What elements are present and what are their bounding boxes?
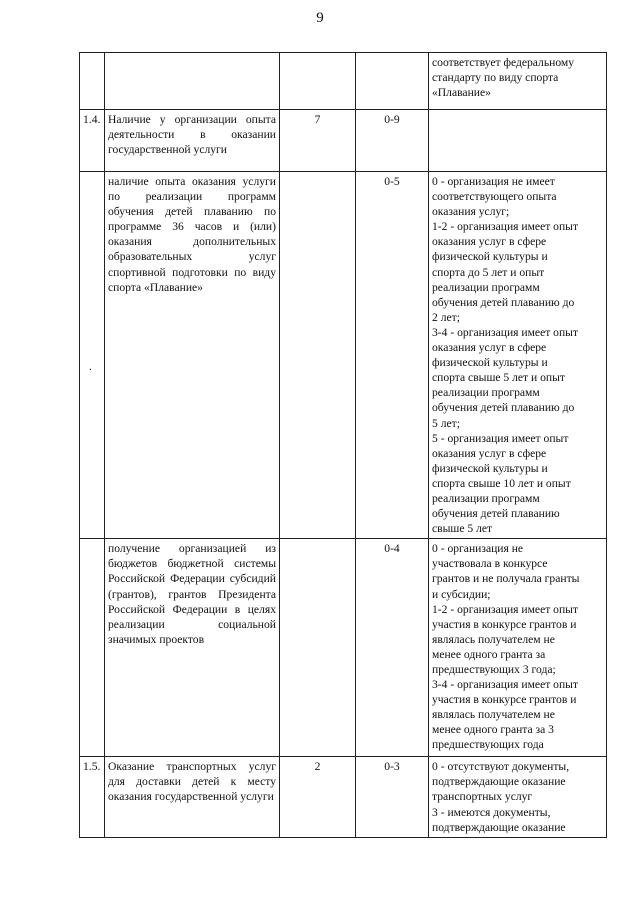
criteria-line: физической культуры и	[432, 461, 548, 475]
criterion-range	[356, 53, 429, 110]
criteria-line: обучения детей плаванию	[432, 507, 560, 521]
criterion-description	[429, 757, 607, 837]
page-number: 9	[316, 10, 324, 26]
table-row	[80, 110, 607, 172]
criteria-line: подтверждающие оказание	[432, 775, 566, 789]
criterion-name	[105, 53, 280, 110]
criteria-line: 1-2 - организация имеет опыт	[432, 602, 579, 616]
criterion-name: наличие опыта оказания услуги по реализации программ обучения детей плаванию по программе 36 часов и (или) оказания дополнительных образовательных услуг спортивной подготовки по виду спорта «Плавание»	[105, 172, 280, 539]
criteria-line: оказания услуг в сфере	[432, 235, 547, 249]
criteria-line: транспортных услуг	[432, 790, 533, 804]
table-row	[80, 757, 607, 837]
criteria-line: 1-2 - организация имеет опыт	[432, 220, 579, 234]
criteria-line: оказания услуг в сфере	[432, 341, 547, 355]
criterion-range: 0-3	[356, 757, 429, 837]
criterion-description	[429, 172, 607, 539]
criteria-line: предшествующих года	[432, 738, 544, 752]
criteria-line: соответствующего опыта	[432, 190, 557, 204]
scan-artifact-dot: .	[89, 361, 92, 373]
criteria-line: реализации программ	[432, 386, 540, 400]
criteria-line: 3-4 - организация имеет опыт	[432, 325, 579, 339]
criteria-line: оказания услуг;	[432, 205, 510, 219]
criteria-line: 3-4 - организация имеет опыт	[432, 678, 579, 692]
criteria-line: и субсидии;	[432, 587, 491, 601]
criteria-line: являлась получателем не	[432, 632, 555, 646]
table-row	[80, 172, 607, 539]
table-row	[80, 53, 607, 110]
criterion-description: соответствует федеральному стандарту по виду спорта «Плавание»	[429, 53, 607, 110]
criteria-line: обучения детей плаванию до	[432, 295, 575, 309]
criteria-line: менее одного гранта за	[432, 647, 546, 661]
criteria-line: предшествующих 3 года;	[432, 663, 556, 676]
criteria-line: менее одного гранта за 3	[432, 723, 554, 737]
criterion-name: получение организацией из бюджетов бюджетной системы Российской Федерации субсидий (грантов), грантов Президента Российской Федерации в целях реализации социальной значимых проектов	[105, 539, 280, 757]
criteria-line: 5 лет;	[432, 416, 460, 430]
criteria-line: подтверждающие оказание	[432, 820, 566, 834]
criterion-points	[280, 53, 356, 110]
criteria-table	[79, 52, 607, 838]
criteria-line: спорта до 5 лет и опыт	[432, 265, 545, 279]
criterion-name: Оказание транспортных услуг для доставки детей к месту оказания государственной услуги	[105, 757, 280, 837]
criteria-line: физической культуры и	[432, 356, 548, 370]
criteria-line: участвовала в конкурсе	[432, 557, 548, 571]
criteria-line: свыше 5 лет	[432, 522, 493, 536]
row-number: 1.5.	[80, 757, 105, 837]
criteria-line: являлась получателем не	[432, 708, 555, 722]
criteria-line: участия в конкурсе грантов и	[432, 693, 577, 707]
criteria-line: 3 - имеются документы,	[432, 805, 551, 819]
criterion-description	[429, 110, 607, 172]
criteria-line: 2 лет;	[432, 310, 460, 324]
criteria-line: реализации программ	[432, 491, 540, 505]
criterion-description	[429, 539, 607, 757]
criteria-line: 0 - организация не	[432, 542, 524, 556]
criteria-line: оказания услуг в сфере	[432, 446, 547, 460]
criteria-line: спорта свыше 10 лет и опыт	[432, 476, 571, 490]
row-number: 1.4.	[80, 110, 105, 172]
criteria-line: спорта свыше 5 лет и опыт	[432, 371, 565, 385]
criteria-line: реализации программ	[432, 280, 540, 294]
criteria-line: грантов и не получала гранты	[432, 572, 580, 586]
criteria-line: обучения детей плаванию до	[432, 401, 575, 415]
criteria-line: участия в конкурсе грантов и	[432, 617, 577, 631]
row-number	[80, 53, 105, 110]
criterion-points	[280, 172, 356, 539]
criterion-range: 0-9	[356, 110, 429, 172]
criterion-range: 0-4	[356, 539, 429, 757]
table-row	[80, 539, 607, 757]
criterion-points: 2	[280, 757, 356, 837]
row-number	[80, 539, 105, 757]
criteria-line: 5 - организация имеет опыт	[432, 431, 569, 445]
criterion-name: Наличие у организации опыта деятельности в оказании государственной услуги	[105, 110, 280, 172]
criteria-line: 0 - организация не имеет	[432, 175, 555, 188]
criterion-range: 0-5	[356, 172, 429, 539]
row-number	[80, 172, 105, 539]
criterion-points	[280, 539, 356, 757]
criterion-points: 7	[280, 110, 356, 172]
criteria-line: физической культуры и	[432, 250, 548, 264]
criteria-line: 0 - отсутствуют документы,	[432, 760, 570, 774]
